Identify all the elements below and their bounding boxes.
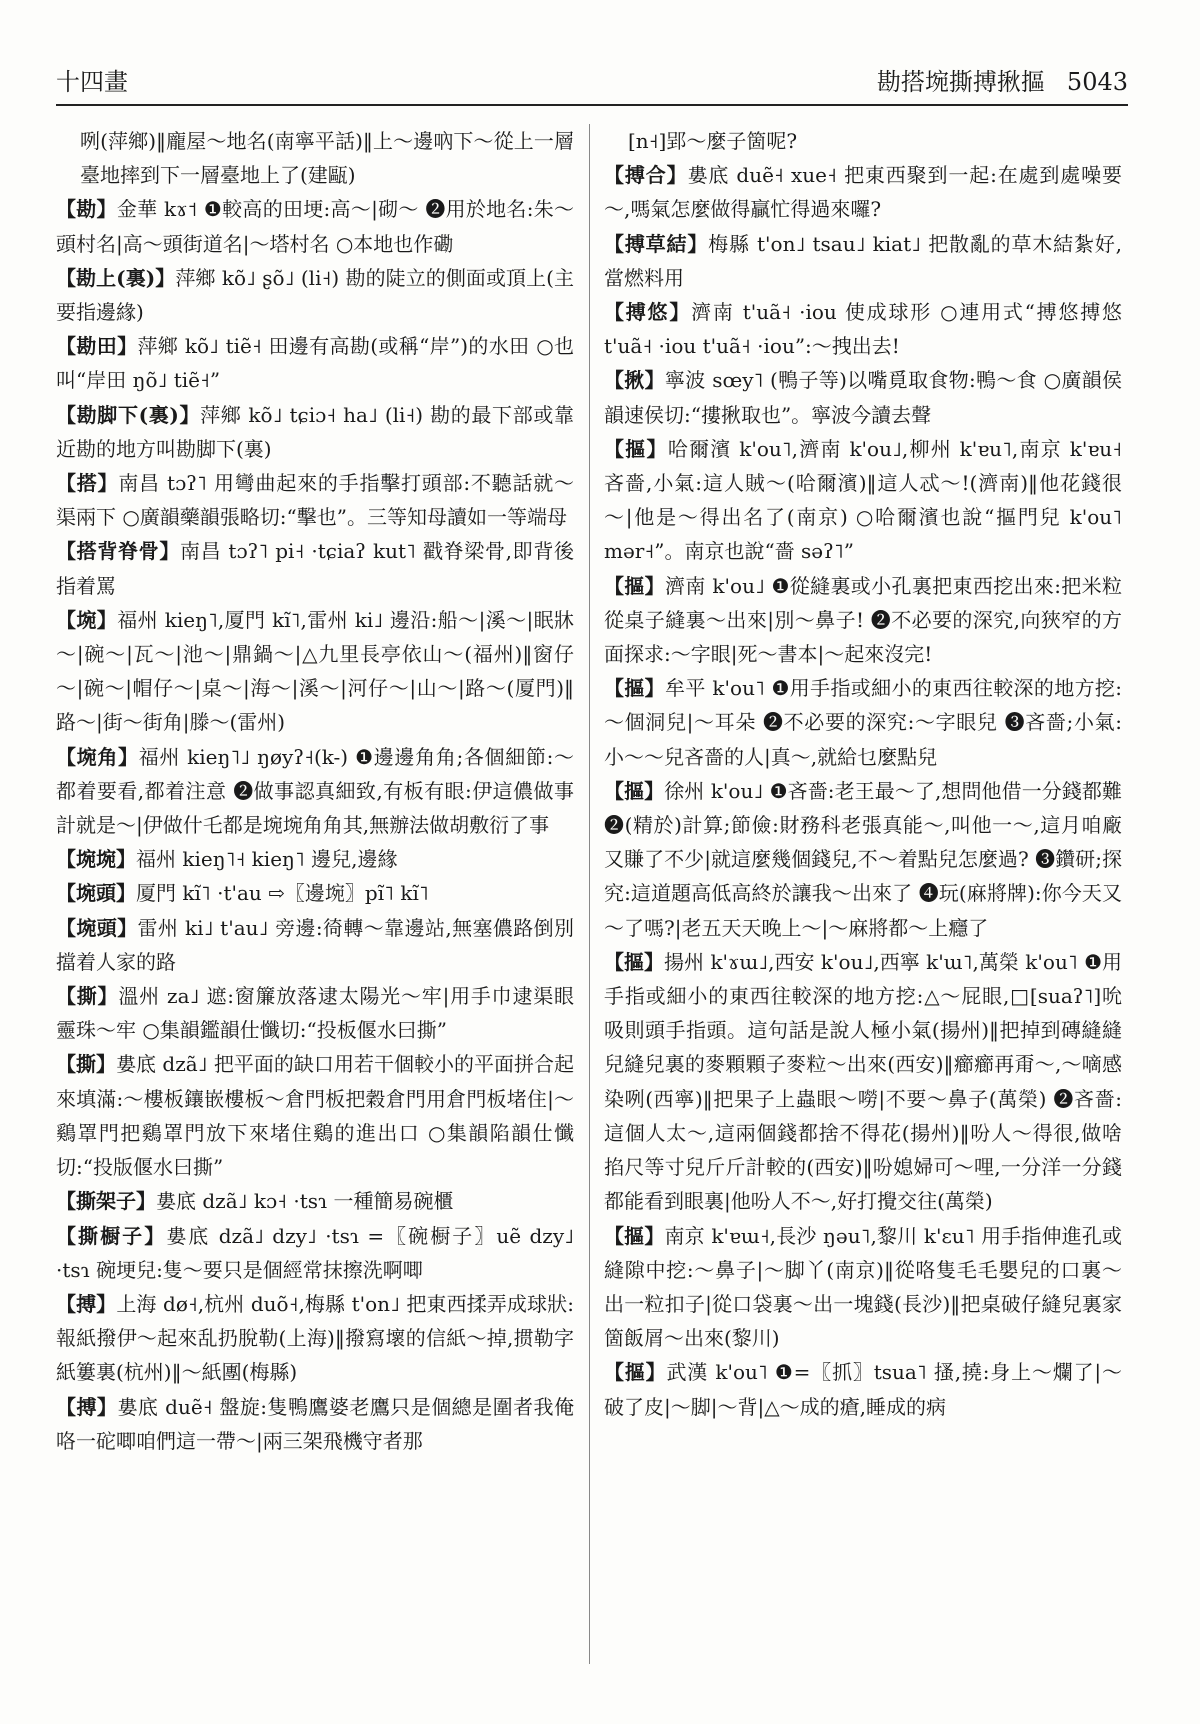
dictionary-entry [604, 774, 1122, 945]
entry-headword: 【摳】 [604, 778, 665, 803]
dictionary-entry [604, 671, 1122, 774]
dictionary-entry [56, 603, 574, 740]
dictionary-entry [56, 842, 574, 876]
entry-headword: 【勘田】 [56, 334, 138, 359]
entry-text: 咧(萍鄉)‖龐屋～地名(南寧平話)‖上～邊吶下～從上一層臺地摔到下一層臺地上了(建甌) [80, 129, 574, 188]
entry-headword: 【撕橱子】 [56, 1223, 167, 1248]
entry-text: 梅縣 t'on˩ tsau˩ kiat˩ 把散亂的草木結紮好,當燃料用 [604, 231, 1122, 290]
entry-text: 南昌 tɔʔ˥ 用彎曲起來的手指擊打頭部:不聽話就～渠兩下 ○廣韻藥韻張略切:“擊也”。三等知母讀如一等端母 [56, 471, 574, 530]
entry-headword: 【埦頭】 [56, 915, 138, 940]
entry-text: 福州 kieŋ˥˧ kieŋ˥ 邊兒,邊緣 [136, 847, 398, 872]
entry-text: 雷州 ki˩ t'au˩ 旁邊:徛轉～靠邊站,無塞儂路倒別擋着人家的路 [56, 915, 574, 974]
entry-text: 福州 kieŋ˥,厦門 kĩ˥,雷州 ki˩ 邊沿:船～|溪～|眠牀～|碗～|瓦～|池～|鼎鍋～|△九里長亭依山～(福州)‖窗仔～|碗～|帽仔～|桌～|海～|溪～|河仔～|山～|路～(厦門)‖路～|街～街角|滕～(雷州) [56, 607, 574, 735]
entry-text: 濟南 k'ou˩ ❶從縫裏或小孔裏把東西挖出來:把米粒從桌子縫裏～出來|別～鼻子! ❷不必要的深究,向狹窄的方面探求:～字眼|死～書本|～起來沒完! [604, 573, 1122, 667]
entry-text: 金華 kɤ˦ ❶較高的田埂:高～|砌～ ❷用於地名:朱～頭村名|高～頭街道名|～塔村名 ○本地也作磡 [56, 197, 574, 256]
entry-text: 婁底 duẽ˧ 盤旋:隻鴨鷹婆老鷹只是個總是圍者我俺咯一砣唧咱們這一帶～|兩三架飛機守者那 [56, 1394, 574, 1453]
dictionary-entry [604, 363, 1122, 431]
entry-text: 厦門 kĩ˥ ·t'au ⇨〖邊埦〗pĩ˥ kĩ˥ [136, 881, 429, 906]
dictionary-entry [604, 124, 1122, 158]
entry-headword: 【摳】 [604, 676, 666, 701]
entry-headword: 【揪】 [604, 368, 665, 393]
entry-text: 婁底 dzã˩ dzy˩ ·tsɿ =〖碗橱子〗uẽ dzy˩ ·tsɿ 碗埂兒:隻～要只是個經常抹擦洗啊唧 [56, 1223, 574, 1282]
entry-text: 徐州 k'ou˩ ❶吝嗇:老王最～了,想問他借一分錢都難 ❷(精於)計算;節儉:財務科老張真能～,叫他一～,這月咱廠又賺了不少|就這麼幾個錢兒,不～着點兒怎麼過? ❸鑽研;探究:這道題高低高終於讓我～出來了 ❹玩(麻將牌):你今天又～了嗎?|老五天天晚上～|～麻將都～上癮了 [604, 778, 1122, 940]
dictionary-entry [604, 295, 1122, 363]
entry-headword: 【搏草結】 [604, 231, 709, 256]
entry-text: 婁底 dzã˩ kɔ˧ ·tsɿ 一種簡易碗櫃 [156, 1189, 454, 1214]
entry-text: 萍鄉 kõ˩ ʂõ˩ (li˧) 勘的陡立的側面或頂上(主要指邊緣) [56, 265, 574, 325]
entry-text: 牟平 k'ou˥ ❶用手指或細小的東西往較深的地方挖:～個洞兒|～耳朵 ❷不必要的深究:～字眼兒 ❸吝嗇;小氣:小～～兒吝嗇的人|真～,就給乜麼點兒 [604, 676, 1122, 769]
entry-headword: 【摳】 [604, 1223, 665, 1248]
entry-headword: 【勘上(裏)】 [56, 265, 176, 290]
entry-headword: 【搏悠】 [604, 300, 692, 325]
running-head [877, 62, 1128, 97]
dictionary-entry [604, 432, 1122, 569]
dictionary-entry [604, 569, 1122, 672]
entry-headword: 【搏合】 [604, 163, 688, 188]
running-head-chars: 勘搭埦撕搏揪摳 [876, 68, 1045, 96]
dictionary-entry [56, 1219, 574, 1287]
entry-headword: 【埦】 [56, 607, 118, 632]
entry-headword: 【搭】 [56, 471, 119, 496]
dictionary-entry [56, 466, 574, 534]
dictionary-entry [604, 227, 1122, 295]
entry-headword: 【搭背脊骨】 [56, 539, 181, 564]
entry-text: 哈爾濱 k'ou˥,濟南 k'ou˩,柳州 k'ɐu˥,南京 k'ɐu˧ 吝嗇,小氣:這人賊～(哈爾濱)‖這人忒～!(濟南)‖他花錢很～|他是～得出名了(南京) ○哈爾濱也說“摳門兒 k'ou˥ mər˧”。南京也說“嗇 səʔ˥” [604, 436, 1122, 564]
dictionary-entry [56, 261, 574, 329]
dictionary-entry [56, 1047, 574, 1184]
entry-headword: 【勘】 [56, 197, 117, 222]
page-header [56, 62, 1128, 106]
entry-headword: 【埦埦】 [56, 847, 136, 872]
dictionary-entry [56, 740, 574, 843]
entry-headword: 【搏】 [56, 1394, 118, 1419]
dictionary-entry [56, 1287, 574, 1390]
entry-headword: 【勘脚下(裏)】 [56, 402, 201, 427]
left-column [56, 124, 574, 1684]
entry-headword: 【撕架子】 [56, 1189, 156, 1214]
entry-headword: 【摳】 [604, 1360, 667, 1385]
dictionary-entry [604, 1219, 1122, 1356]
dictionary-entry [56, 192, 574, 260]
entry-headword: 【摳】 [604, 436, 668, 461]
dictionary-entry [56, 534, 574, 602]
section-title: 十四畫 [56, 68, 128, 96]
dictionary-entry [56, 876, 574, 910]
dictionary-entry [604, 945, 1122, 1219]
entry-text: 武漢 k'ou˥ ❶=〖抓〗tsua˥ 搔,撓:身上～爛了|～破了皮|～脚|～背|△～成的瘡,睡成的病 [604, 1360, 1122, 1419]
dictionary-entry [56, 1184, 574, 1218]
entry-headword: 【埦角】 [56, 744, 139, 769]
entry-text: 福州 kieŋ˥˩ ŋøyʔ˧(k-) ❶邊邊角角;各個細節:～都着要看,都着注意 ❷做事認真細致,有板有眼:伊這儂做事計就是～|伊做什乇都是埦埦角角其,無辦法做胡敷衍了事 [56, 744, 574, 838]
header-rule [56, 104, 1128, 106]
entry-headword: 【搏】 [56, 1291, 117, 1316]
dictionary-entry [56, 329, 574, 397]
entry-text: 婁底 dzã˩ 把平面的缺口用若干個較小的平面拼合起來填滿:～樓板鑲嵌樓板～倉門板把穀倉門用倉門板堵住|～鷄罩門把鷄罩門放下來堵住鷄的進出口 ○集韻陷韻仕懺切:“投版偃水曰撕” [56, 1052, 574, 1180]
column-divider [589, 124, 590, 1664]
dictionary-entry [604, 1355, 1122, 1423]
dictionary-entry [56, 398, 574, 466]
entry-text: 萍鄉 kõ˩ tɕiɔ˧ ha˩ (li˧) 勘的最下部或靠近勘的地方叫勘脚下(裏) [56, 402, 574, 461]
entry-text: 南昌 tɔʔ˥ pi˧ ·tɕiaʔ kut˥ 戳脊梁骨,即背後指着罵 [56, 539, 574, 598]
entry-headword: 【摳】 [604, 949, 665, 974]
entry-text: 婁底 duẽ˧ xue˧ 把東西聚到一起:在處到處噪要～,嗎氣怎麼做得贏忙得過來囉? [604, 163, 1122, 222]
entry-text: 上海 dø˧,杭州 duõ˧,梅縣 t'on˩ 把東西揉弄成球狀:報紙撥伊～起來乱扔脫勒(上海)‖撥寫壞的信紙～掉,掼勒字紙簍裏(杭州)‖～紙團(梅縣) [56, 1291, 574, 1385]
dictionary-entry [56, 1390, 574, 1458]
dictionary-entry [56, 979, 574, 1047]
entry-text: 南京 k'ɐɯ˧,長沙 ŋəu˥,黎川 k'ɛu˥ 用手指伸進孔或縫隙中挖:～鼻子|～脚丫(南京)‖從咯隻毛毛嬰兒的口裏～出一粒扣子|從口袋裏～出一塊錢(長沙)‖把桌破仔縫兒裏家箇飯屑～出來(黎川) [604, 1223, 1122, 1351]
dictionary-entry [604, 158, 1122, 226]
entry-text: 濟南 t'uã˧ ·iou 使成球形 ○連用式“搏悠搏悠 t'uã˧ ·iou t'uã˧ ·iou”:～拽出去! [604, 300, 1122, 359]
entry-headword: 【摳】 [604, 573, 666, 598]
entry-text: [n˧]郢～麼子箇呢? [628, 129, 798, 153]
entry-text: 溫州 za˩ 遮:窗簾放落逮太陽光～牢|用手巾逮渠眼靈珠～牢 ○集韻鑑韻仕懺切:“投板偃水曰撕” [56, 984, 574, 1043]
entry-headword: 【撕】 [56, 984, 119, 1009]
entry-text: 萍鄉 kõ˩ tiẽ˧ 田邊有高勘(或稱“岸”)的水田 ○也叫“岸田 ŋõ˩ tiẽ˧” [56, 334, 574, 393]
entry-text: 寧波 sœy˥ (鴨子等)以嘴覓取食物:鴨～食 ○廣韻侯韻速侯切:“摟揪取也”。寧波今讀去聲 [604, 368, 1122, 427]
dictionary-entry [56, 124, 574, 192]
right-column [604, 124, 1122, 1684]
entry-headword: 【撕】 [56, 1052, 117, 1077]
page-number: 5043 [1066, 68, 1128, 96]
dictionary-entry [56, 911, 574, 979]
entry-text: 揚州 k'ɤɯ˩,西安 k'ou˩,西寧 k'ɯ˥,萬榮 k'ou˥ ❶用手指或細小的東西往較深的地方挖:△～屁眼,□[suaʔ˥]吮吸則頭手指頭。這句話是說人極小氣(揚州)‖把掉到磚縫縫兒縫兒裏的麥顆顆子麥粒～出來(西安)‖癤癤再甭～,～嘀感染咧(西寧)‖把果子上蟲眼～嘮|不要～鼻子(萬榮) ❷吝嗇:這個人太～,這兩個錢都捨不得花(揚州)‖吩人～得很,做啥掐尺等寸兒斤斤計較的(西安)‖吩媳婦可～哩,一分洋一分錢都能看到眼裏|他吩人不～,好打攪交往(萬榮) [604, 949, 1122, 1214]
entry-headword: 【埦頭】 [56, 881, 136, 906]
